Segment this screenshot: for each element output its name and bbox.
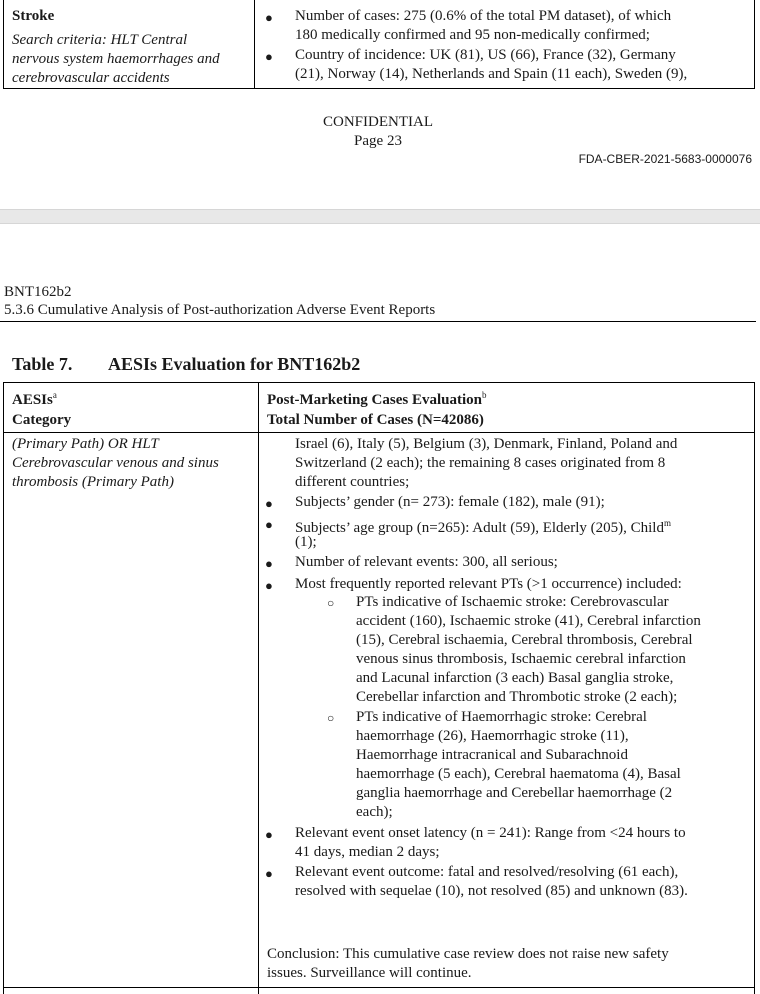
bullet-icon: ●	[265, 49, 273, 64]
bullet-icon: ●	[265, 827, 273, 842]
category-criteria-line: (Primary Path) OR HLT	[12, 436, 159, 452]
header-rule	[0, 321, 756, 322]
country-line: Israel (6), Italy (5), Belgium (3), Denmark, Finland, Poland and	[295, 436, 678, 452]
header-product: BNT162b2	[4, 284, 72, 300]
bullet-icon: ●	[265, 10, 273, 25]
category-criteria-line: Cerebrovascular venous and sinus	[12, 455, 219, 471]
search-criteria-line: cerebrovascular accidents	[12, 70, 170, 86]
conclusion-line: Conclusion: This cumulative case review does not raise new safety	[267, 946, 669, 962]
ischaemic-line: and Lacunal infarction (3 each) Basal ganglia stroke,	[356, 670, 674, 686]
bullet-icon: ●	[265, 866, 273, 881]
country-line: (21), Norway (14), Netherlands and Spain (11 each), Sweden (9),	[295, 66, 688, 82]
confidential-label: CONFIDENTIAL	[323, 114, 433, 130]
haemorrhagic-line: ganglia haemorrhage and Cerebellar haemorrhage (2	[356, 785, 673, 801]
table-number: Table 7.	[12, 354, 73, 374]
header-section: 5.3.6 Cumulative Analysis of Post-authorization Adverse Event Reports	[4, 302, 436, 318]
page-number: Page 23	[354, 133, 402, 149]
page-separator	[0, 209, 760, 224]
table-title: AESIs Evaluation for BNT162b2	[108, 354, 361, 374]
latency-line: 41 days, median 2 days;	[295, 844, 440, 860]
search-criteria-line: nervous system haemorrhages and	[12, 51, 220, 67]
conclusion-line: issues. Surveillance will continue.	[267, 965, 472, 981]
col-header-aesis: AESIs$^a$	[12, 390, 57, 408]
category-stroke: Stroke	[12, 8, 55, 24]
ischaemic-line: Cerebellar infarction and Thrombotic stroke (2 each);	[356, 689, 678, 705]
age-line: Subjects’ age group (n=265): Adult (59), Elderly (205), Child$^m$	[295, 518, 671, 536]
sub-bullet-icon: ○	[327, 711, 335, 725]
col-header-evaluation: Post-Marketing Cases Evaluation$^b$	[267, 390, 487, 408]
ischaemic-line: accident (160), Ischaemic stroke (41), Cerebral infarction	[356, 613, 701, 629]
country-line: Country of incidence: UK (81), US (66), France (32), Germany	[295, 47, 676, 63]
bullet-icon: ●	[265, 556, 273, 571]
haemorrhagic-line: Haemorrhage intracranical and Subarachnoid	[356, 747, 628, 763]
col-header-category: Category	[12, 412, 72, 428]
outcome-line: resolved with sequelae (10), not resolved (85) and unknown (83).	[295, 883, 688, 899]
ischaemic-line: venous sinus thrombosis, Ischaemic cerebral infarction	[356, 651, 686, 667]
events-line: Number of relevant events: 300, all serious;	[295, 554, 558, 570]
ischaemic-line: PTs indicative of Ischaemic stroke: Cerebrovascular	[356, 594, 669, 610]
country-line: different countries;	[295, 474, 410, 490]
haemorrhagic-line: PTs indicative of Haemorrhagic stroke: Cerebral	[356, 709, 647, 725]
age-line: (1);	[295, 534, 317, 550]
outcome-line: Relevant event outcome: fatal and resolved/resolving (61 each),	[295, 864, 679, 880]
cases-count-line: 180 medically confirmed and 95 non-medically confirmed;	[295, 27, 650, 43]
ischaemic-line: (15), Cerebral ischaemia, Cerebral thrombosis, Cerebral	[356, 632, 693, 648]
category-criteria-line: thrombosis (Primary Path)	[12, 474, 174, 490]
sub-bullet-icon: ○	[327, 596, 335, 610]
document-id: FDA-CBER-2021-5683-0000076	[578, 152, 752, 166]
cases-count-line: Number of cases: 275 (0.6% of the total PM dataset), of which	[295, 8, 672, 24]
frequent-pts-line: Most frequently reported relevant PTs (>1 occurrence) included:	[295, 576, 682, 592]
col-header-total-cases: Total Number of Cases (N=42086)	[267, 412, 484, 428]
haemorrhagic-line: each);	[356, 804, 393, 820]
latency-line: Relevant event onset latency (n = 241): Range from <24 hours to	[295, 825, 686, 841]
haemorrhagic-line: haemorrhage (5 each), Cerebral haematoma (4), Basal	[356, 766, 681, 782]
gender-line: Subjects’ gender (n= 273): female (182), male (91);	[295, 494, 605, 510]
bullet-icon: ●	[265, 496, 273, 511]
haemorrhagic-line: haemorrhage (26), Haemorrhagic stroke (11),	[356, 728, 629, 744]
bullet-icon: ●	[265, 578, 273, 593]
bullet-icon: ●	[265, 517, 273, 532]
country-line: Switzerland (2 each); the remaining 8 cases originated from 8	[295, 455, 666, 471]
search-criteria-line: Search criteria: HLT Central	[12, 32, 188, 48]
